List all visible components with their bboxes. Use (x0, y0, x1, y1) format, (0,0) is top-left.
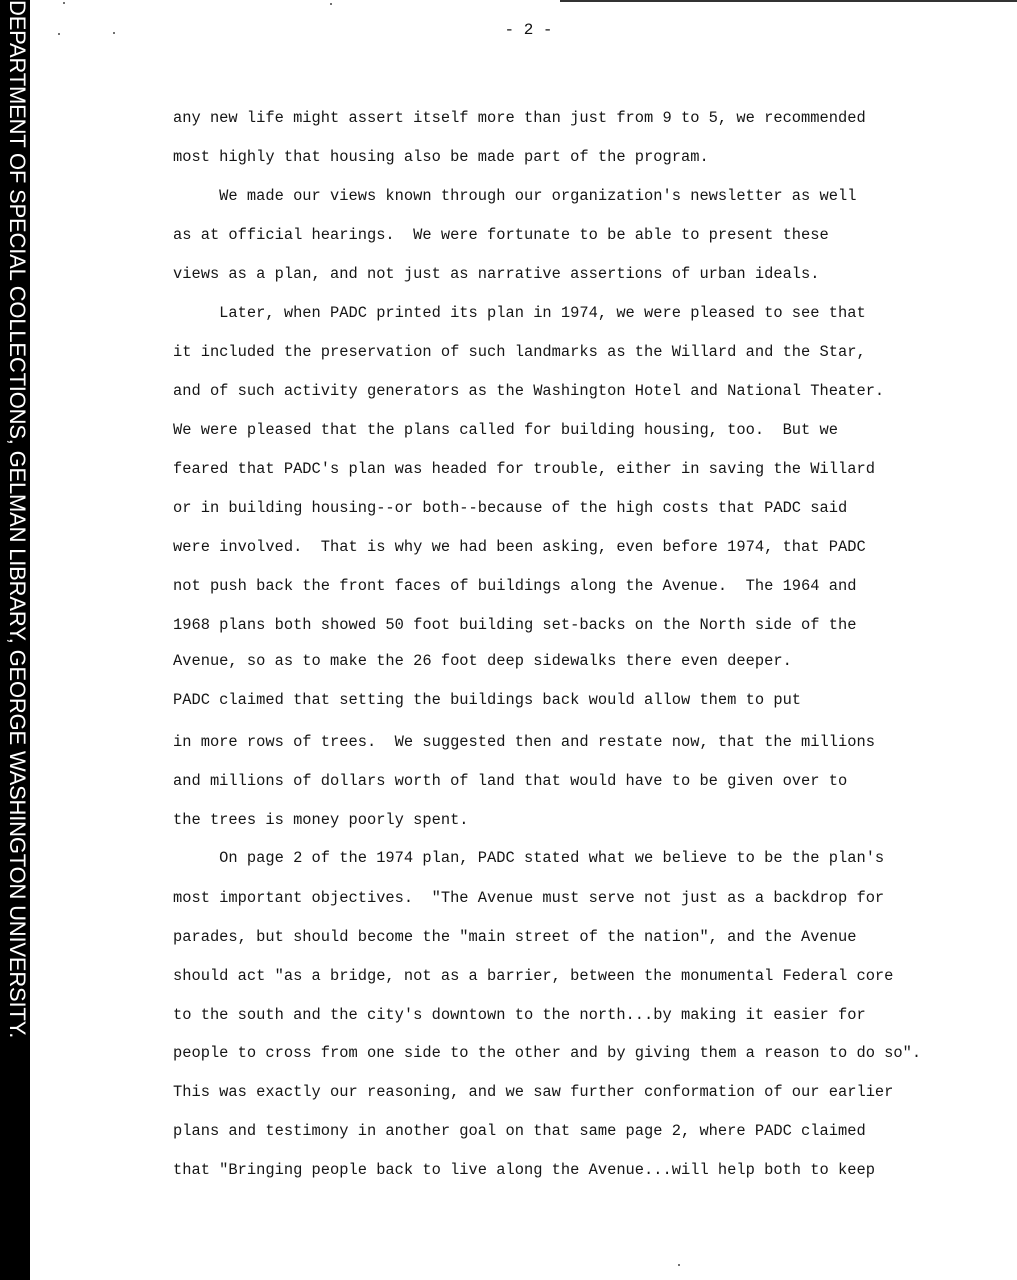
text-line: the trees is money poorly spent. (173, 811, 469, 829)
text-line: Avenue, so as to make the 26 foot deep sidewalks there even deeper. (173, 652, 792, 670)
scan-speck (63, 2, 65, 4)
text-line: feared that PADC's plan was headed for trouble, either in saving the Willard (173, 460, 875, 478)
text-line: were involved. That is why we had been asking, even before 1974, that PADC (173, 538, 866, 556)
text-line: not push back the front faces of buildings along the Avenue. The 1964 and (173, 577, 857, 595)
text-line: as at official hearings. We were fortunate to be able to present these (173, 226, 829, 244)
text-line: plans and testimony in another goal on that same page 2, where PADC claimed (173, 1122, 866, 1140)
scan-speck (678, 1264, 680, 1266)
text-line: views as a plan, and not just as narrative assertions of urban ideals. (173, 265, 820, 283)
scan-speck (58, 33, 60, 35)
text-line: that "Bringing people back to live along the Avenue...will help both to keep (173, 1161, 875, 1179)
text-line: it included the preservation of such landmarks as the Willard and the Star, (173, 343, 866, 361)
text-line: and of such activity generators as the Washington Hotel and National Theater. (173, 382, 885, 400)
scan-speck (330, 3, 332, 5)
text-line: should act "as a bridge, not as a barrier, between the monumental Federal core (173, 967, 894, 985)
text-line: On page 2 of the 1974 plan, PADC stated what we believe to be the plan's (173, 849, 885, 867)
text-line: to the south and the city's downtown to the north...by making it easier for (173, 1006, 866, 1024)
archive-stamp-text: DEPARTMENT OF SPECIAL COLLECTIONS, GELMAN LIBRARY, GEORGE WASHINGTON UNIVERSITY. (5, 0, 30, 1039)
text-line: PADC claimed that setting the buildings back would allow them to put (173, 691, 802, 709)
page-number: - 2 - (504, 21, 553, 39)
text-line: 1968 plans both showed 50 foot building set-backs on the North side of the (173, 616, 857, 634)
top-edge-rule (560, 0, 1017, 2)
text-line: most important objectives. "The Avenue must serve not just as a backdrop for (173, 889, 885, 907)
text-line: most highly that housing also be made part of the program. (173, 148, 709, 166)
text-line: any new life might assert itself more than just from 9 to 5, we recommended (173, 109, 866, 127)
text-line: We made our views known through our organization's newsletter as well (173, 187, 857, 205)
scan-speck (113, 32, 115, 34)
text-line: in more rows of trees. We suggested then and restate now, that the millions (173, 733, 875, 751)
text-line: or in building housing--or both--because of the high costs that PADC said (173, 499, 848, 517)
text-line: people to cross from one side to the other and by giving them a reason to do so". (173, 1044, 922, 1062)
text-line: Later, when PADC printed its plan in 1974, we were pleased to see that (173, 304, 866, 322)
text-line: and millions of dollars worth of land that would have to be given over to (173, 772, 848, 790)
text-line: This was exactly our reasoning, and we saw further conformation of our earlier (173, 1083, 894, 1101)
text-line: We were pleased that the plans called for building housing, too. But we (173, 421, 838, 439)
text-line: parades, but should become the "main street of the nation", and the Avenue (173, 928, 857, 946)
